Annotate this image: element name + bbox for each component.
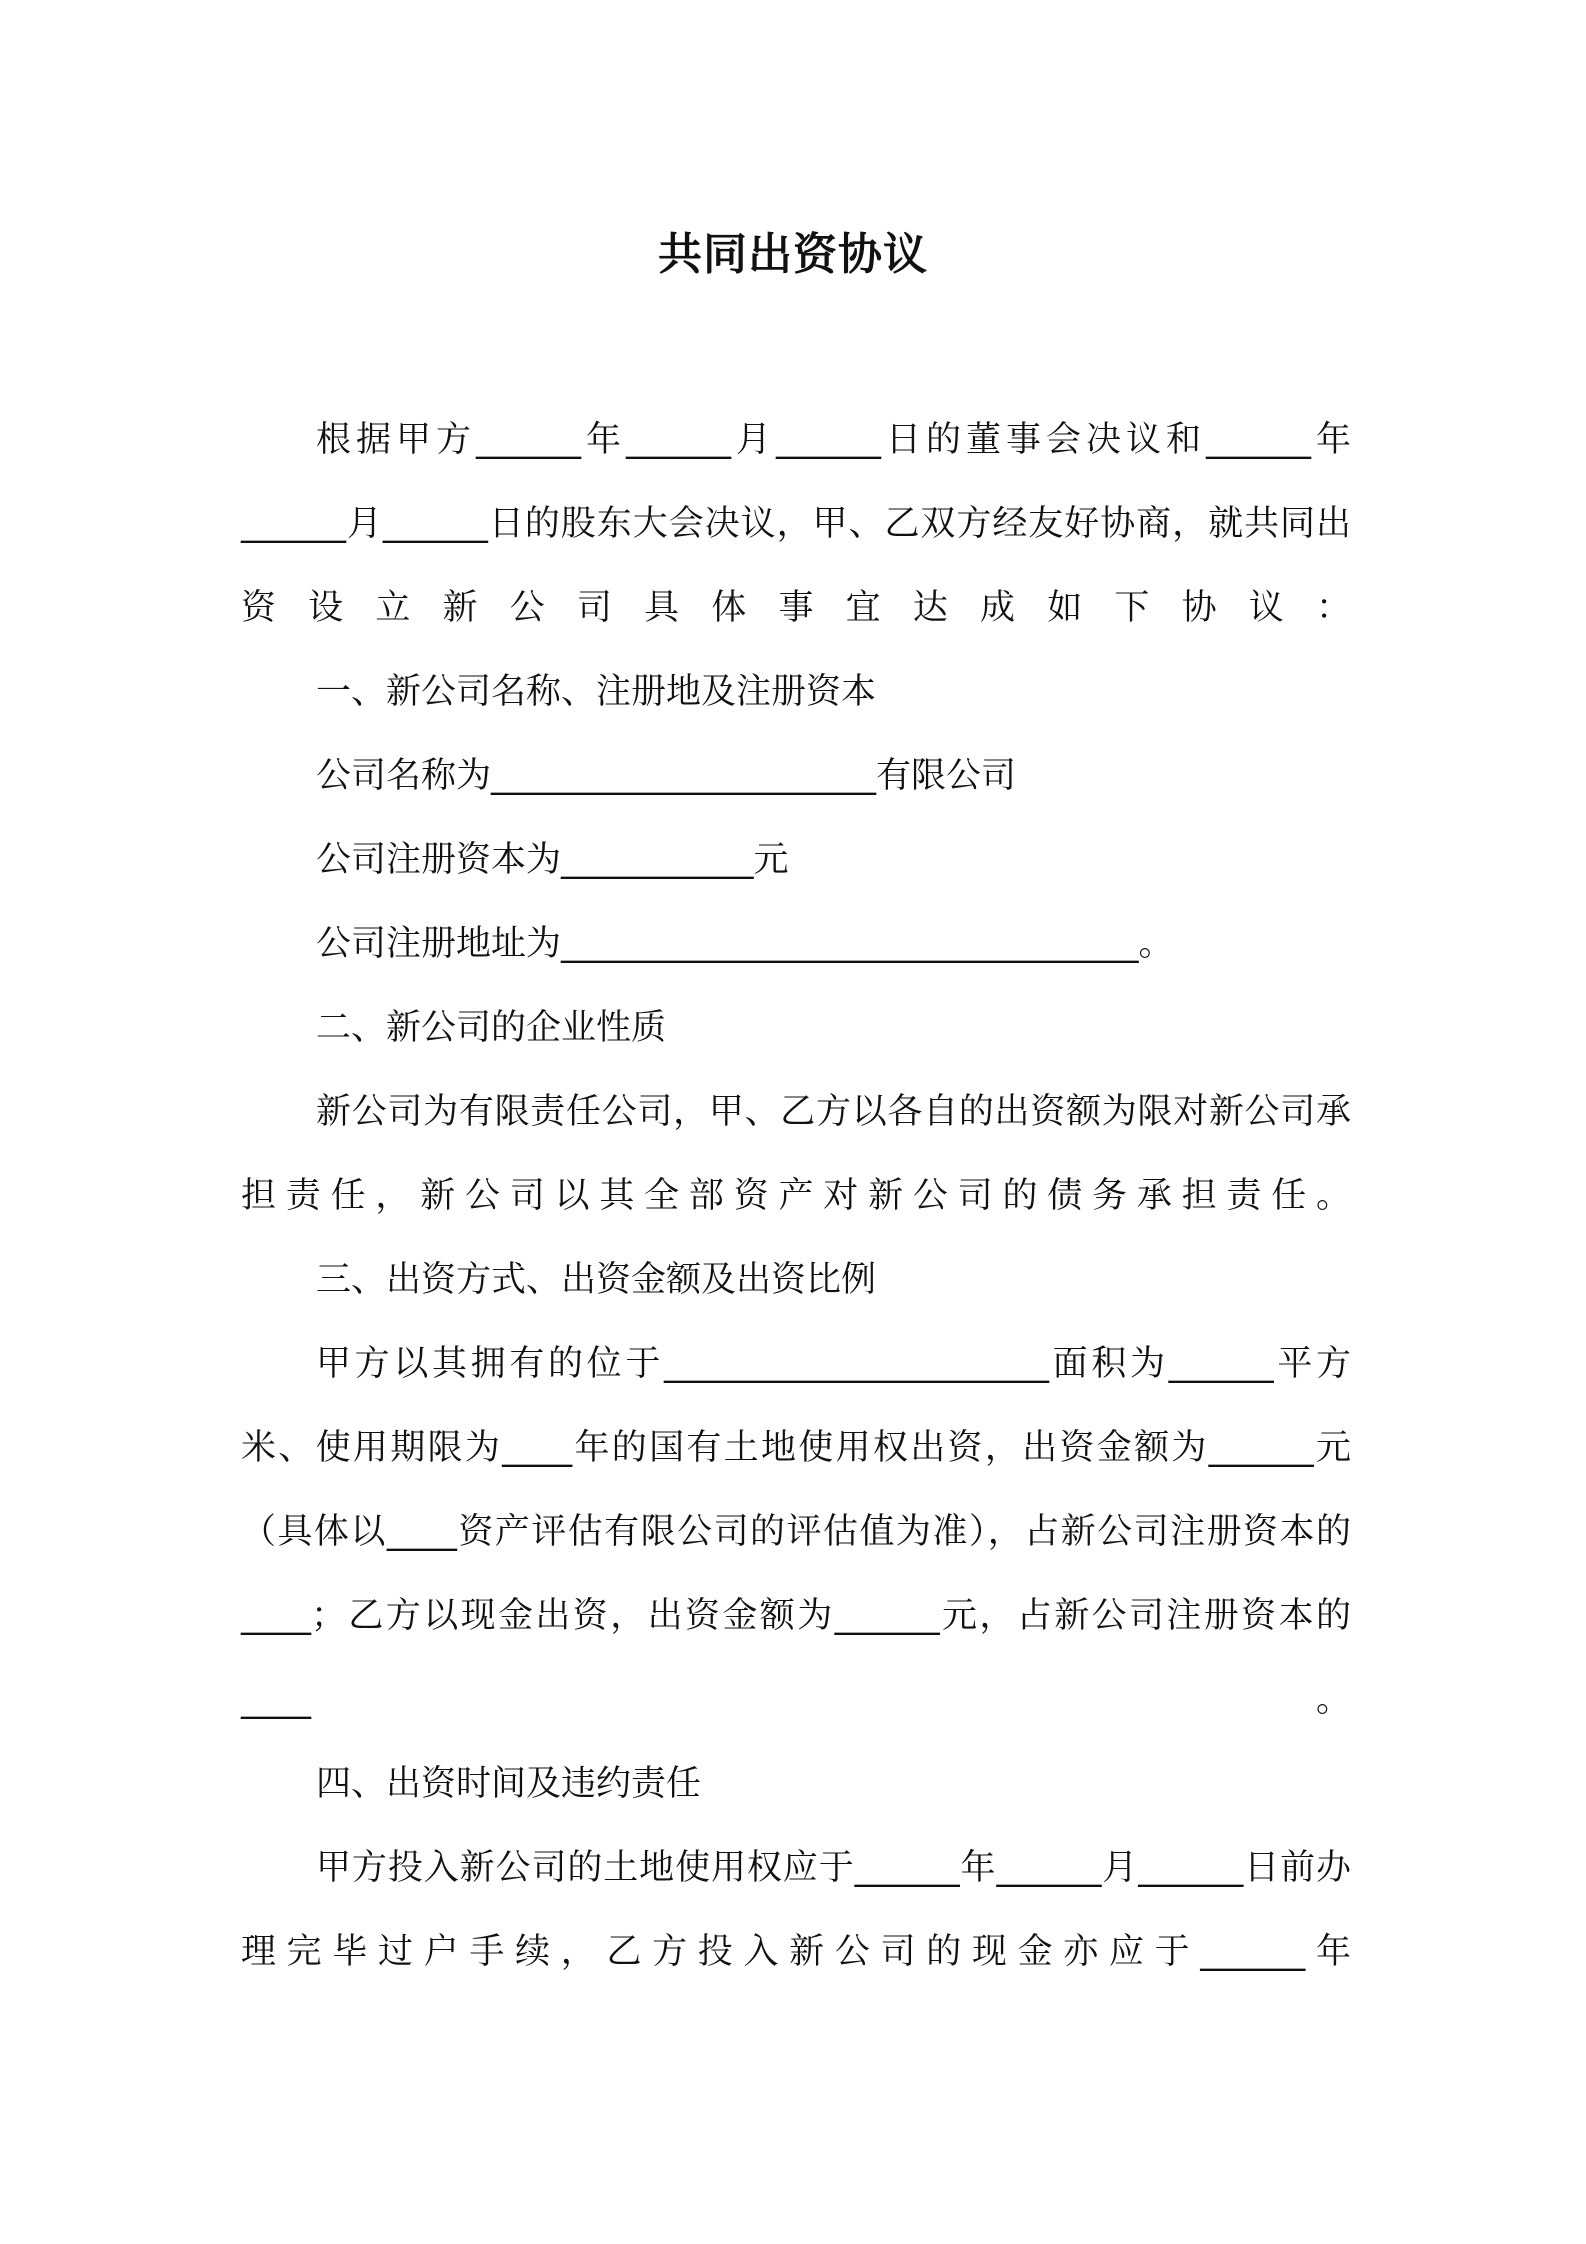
paragraph-enterprise-nature: 新公司为有限责任公司，甲、乙方以各自的出资额为限对新公司承担责任，新公司以其全部资产对新公司的债务承担责任。 (241, 1092, 1351, 1216)
paragraph-contribution-details: 甲方以其拥有的位于______________________面积为______平方米、使用期限为____年的国有土地使用权出资，出资金额为______元（具体以____资产评估有限公司的评估值为准），占新公司注册资本的____；乙方以现金出资，出资金额为______元，占新公司注册资本的____。 (241, 1344, 1351, 1720)
section-heading-4: 四、出资时间及违约责任 (316, 1764, 702, 1804)
section-heading-3: 三、出资方式、出资金额及出资比例 (316, 1260, 877, 1300)
document-body (241, 398, 1351, 1994)
paragraph-contribution-time: 甲方投入新公司的土地使用权应于______年______月______日前办理完毕过户手续，乙方投入新公司的现金亦应于______年 (241, 1848, 1351, 1972)
section-heading-2: 二、新公司的企业性质 (316, 1008, 667, 1048)
section-heading-1: 一、新公司名称、注册地及注册资本 (316, 672, 877, 712)
paragraph-registered-address: 公司注册地址为_________________________________。 (316, 924, 1174, 964)
paragraph-registered-capital: 公司注册资本为___________元 (316, 840, 789, 880)
paragraph-preamble: 根据甲方______年______月______日的董事会决议和______年______月______日的股东大会决议，甲、乙双方经友好协商，就共同出资设立新公司具体事宜达成如下协议： (241, 420, 1351, 628)
paragraph-company-name: 公司名称为______________________有限公司 (316, 756, 1017, 796)
document-title: 共同出资协议 (658, 229, 928, 280)
